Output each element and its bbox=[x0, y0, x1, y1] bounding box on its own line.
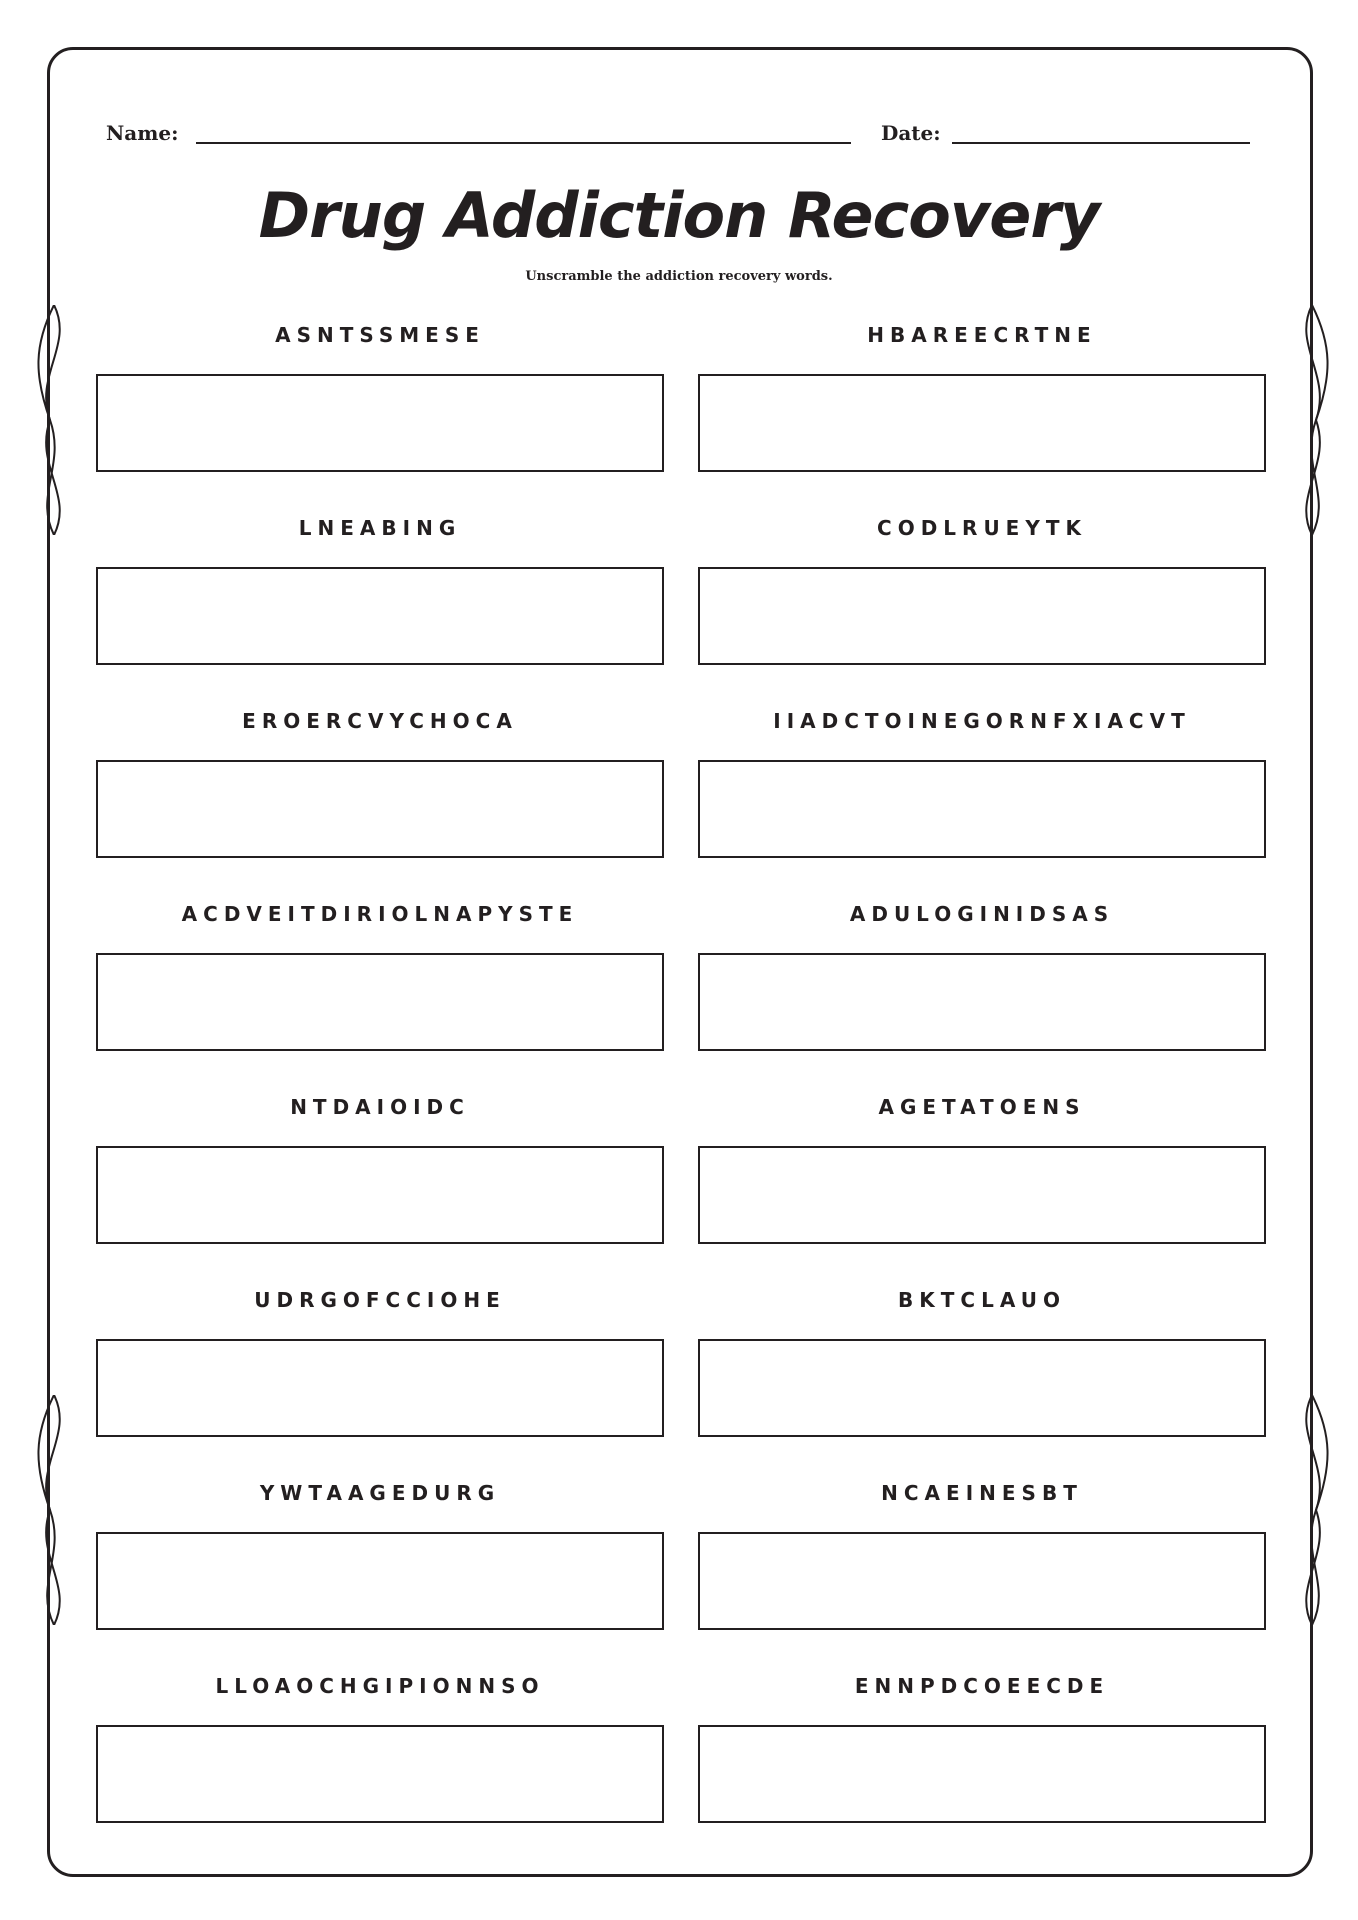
word-item bbox=[698, 316, 1266, 509]
word-item bbox=[698, 702, 1266, 895]
word-item bbox=[698, 1281, 1266, 1474]
word-item bbox=[96, 1088, 664, 1281]
scrambled-word: CODLRUEYTK bbox=[877, 516, 1087, 540]
word-item bbox=[698, 895, 1266, 1088]
name-field[interactable] bbox=[196, 142, 851, 144]
answer-box[interactable] bbox=[698, 567, 1266, 665]
answer-box[interactable] bbox=[96, 1532, 664, 1630]
answer-box[interactable] bbox=[96, 1146, 664, 1244]
word-grid bbox=[96, 316, 1270, 1860]
instructions: Unscramble the addiction recovery words. bbox=[525, 269, 833, 284]
name-label: Name: bbox=[106, 121, 179, 145]
scrambled-word: YWTAAGEDURG bbox=[259, 1481, 501, 1505]
word-item bbox=[96, 702, 664, 895]
answer-box[interactable] bbox=[96, 760, 664, 858]
answer-box[interactable] bbox=[96, 1725, 664, 1823]
scrambled-word: NTDAIOIDC bbox=[290, 1095, 470, 1119]
scrambled-word: ENNPDCOEECDE bbox=[854, 1674, 1110, 1698]
scrambled-word: IIADCTOINEGORNFXIACVT bbox=[773, 709, 1191, 733]
answer-box[interactable] bbox=[96, 953, 664, 1051]
left-bottom-squiggle bbox=[30, 1395, 70, 1625]
word-item bbox=[96, 316, 664, 509]
word-item bbox=[96, 1474, 664, 1667]
answer-box[interactable] bbox=[96, 567, 664, 665]
word-item bbox=[698, 1667, 1266, 1860]
word-item bbox=[698, 509, 1266, 702]
answer-box[interactable] bbox=[698, 1146, 1266, 1244]
answer-box[interactable] bbox=[96, 1339, 664, 1437]
scrambled-word: ADULOGINIDSAS bbox=[849, 902, 1115, 926]
scrambled-word: LNEABING bbox=[298, 516, 462, 540]
date-field[interactable] bbox=[952, 142, 1250, 144]
scrambled-word: HBAREECRTNE bbox=[867, 323, 1097, 347]
header-row bbox=[106, 120, 1254, 150]
word-item bbox=[96, 1667, 664, 1860]
word-item bbox=[96, 509, 664, 702]
word-item bbox=[698, 1474, 1266, 1667]
word-item bbox=[698, 1088, 1266, 1281]
answer-box[interactable] bbox=[698, 1532, 1266, 1630]
scrambled-word: BKTCLAUO bbox=[898, 1288, 1066, 1312]
answer-box[interactable] bbox=[698, 1725, 1266, 1823]
answer-box[interactable] bbox=[698, 953, 1266, 1051]
page-title: Drug Addiction Recovery bbox=[258, 179, 1100, 252]
date-label: Date: bbox=[881, 121, 941, 145]
word-item bbox=[96, 895, 664, 1088]
answer-box[interactable] bbox=[698, 760, 1266, 858]
right-bottom-squiggle bbox=[1296, 1395, 1336, 1625]
answer-box[interactable] bbox=[698, 1339, 1266, 1437]
right-top-squiggle bbox=[1296, 305, 1336, 535]
scrambled-word: AGETATOENS bbox=[878, 1095, 1086, 1119]
scrambled-word: ACDVEITDIRIOLNAPYSTE bbox=[181, 902, 579, 926]
scrambled-word: EROERCVYCHOCA bbox=[242, 709, 518, 733]
left-top-squiggle bbox=[30, 305, 70, 535]
answer-box[interactable] bbox=[96, 374, 664, 472]
scrambled-word: NCAEINESBT bbox=[881, 1481, 1083, 1505]
scrambled-word: UDRGOFCCIOHE bbox=[254, 1288, 506, 1312]
answer-box[interactable] bbox=[698, 374, 1266, 472]
scrambled-word: LLOAOCHGIPIONNSO bbox=[215, 1674, 545, 1698]
scrambled-word: ASNTSSMESE bbox=[275, 323, 485, 347]
word-item bbox=[96, 1281, 664, 1474]
